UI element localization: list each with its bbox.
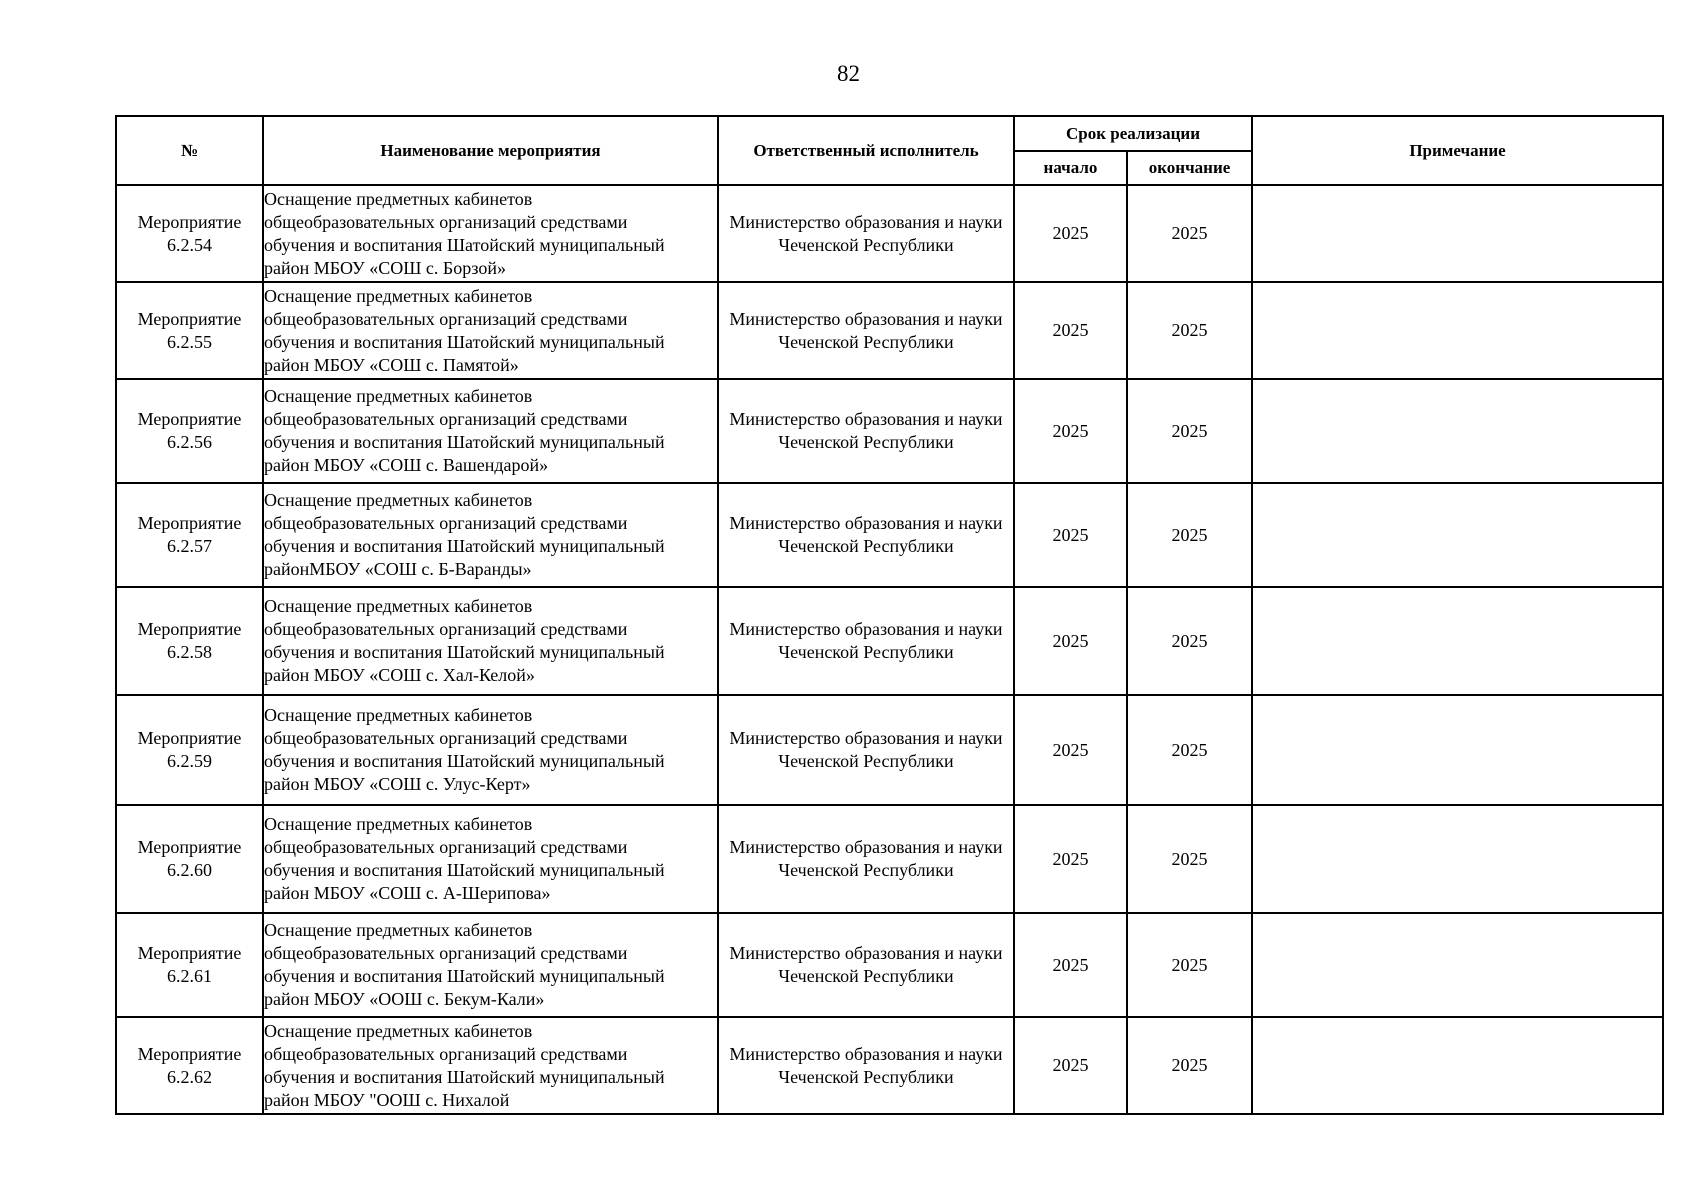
start-year-cell: 2025 <box>1014 805 1127 913</box>
note-cell <box>1252 587 1663 695</box>
note-cell <box>1252 185 1663 282</box>
note-cell <box>1252 805 1663 913</box>
event-name-line: район МБОУ "ООШ с. Нихалой <box>264 1089 510 1110</box>
executor-line: Министерство образования и науки <box>729 211 1003 232</box>
executor-line: Чеченской Республики <box>778 642 954 662</box>
event-label: Мероприятие <box>137 728 242 748</box>
table-row <box>116 913 1663 1017</box>
start-year-cell: 2025 <box>1014 282 1127 379</box>
event-id: 6.2.56 <box>167 432 212 452</box>
table-row <box>116 695 1663 805</box>
header-note: Примечание <box>1252 116 1663 185</box>
event-label: Мероприятие <box>137 1043 242 1064</box>
event-name-line: Оснащение предметных кабинетов <box>264 285 533 306</box>
event-name-line: обучения и воспитания Шатойский муниципальный <box>264 966 665 986</box>
event-name-cell <box>263 1017 718 1114</box>
event-name-cell <box>263 483 718 587</box>
end-year-cell: 2025 <box>1127 282 1252 379</box>
event-name-line: Оснащение предметных кабинетов <box>264 705 533 725</box>
event-number-cell <box>116 1017 263 1114</box>
event-id: 6.2.60 <box>167 860 212 880</box>
event-name-line: обучения и воспитания Шатойский муниципальный <box>264 642 665 662</box>
event-name-cell <box>263 587 718 695</box>
table-row <box>116 282 1663 379</box>
event-name-cell <box>263 805 718 913</box>
end-year-cell: 2025 <box>1127 185 1252 282</box>
executor-cell <box>718 913 1014 1017</box>
event-name-line: район МБОУ «СОШ с. Вашендарой» <box>264 455 549 475</box>
event-name-line: Оснащение предметных кабинетов <box>264 490 533 510</box>
executor-line: Чеченской Республики <box>778 536 954 556</box>
executor-line: Министерство образования и науки <box>729 1043 1003 1064</box>
header-name: Наименование мероприятия <box>263 116 718 185</box>
event-name-line: общеобразовательных организаций средствами <box>264 409 628 429</box>
event-name-cell <box>263 185 718 282</box>
start-year-cell: 2025 <box>1014 379 1127 483</box>
table-body <box>116 185 1663 1114</box>
event-id: 6.2.57 <box>167 536 212 556</box>
executor-cell <box>718 587 1014 695</box>
event-name-line: обучения и воспитания Шатойский муниципальный <box>264 234 665 255</box>
table-row <box>116 805 1663 913</box>
end-year-cell: 2025 <box>1127 1017 1252 1114</box>
event-name-line: район МБОУ «СОШ с. Хал-Келой» <box>264 665 535 685</box>
header-start: начало <box>1014 151 1127 185</box>
event-name-line: общеобразовательных организаций средствами <box>264 1043 628 1064</box>
event-number-cell <box>116 282 263 379</box>
note-cell <box>1252 379 1663 483</box>
event-number-cell <box>116 379 263 483</box>
event-name-line: район МБОУ «СОШ с. Улус-Керт» <box>264 774 531 794</box>
note-cell <box>1252 913 1663 1017</box>
event-name-line: общеобразовательных организаций средствами <box>264 728 628 748</box>
event-name-line: районМБОУ «СОШ с. Б-Варанды» <box>264 559 532 579</box>
table-row <box>116 483 1663 587</box>
event-name-line: Оснащение предметных кабинетов <box>264 814 533 834</box>
event-name-cell <box>263 913 718 1017</box>
event-number-cell <box>116 913 263 1017</box>
end-year-cell: 2025 <box>1127 695 1252 805</box>
event-label: Мероприятие <box>137 837 242 857</box>
event-name-line: Оснащение предметных кабинетов <box>264 596 533 616</box>
event-name-line: Оснащение предметных кабинетов <box>264 188 533 209</box>
start-year-cell: 2025 <box>1014 913 1127 1017</box>
note-cell <box>1252 282 1663 379</box>
events-table <box>115 115 1664 1115</box>
event-name-line: район МБОУ «ООШ с. Бекум-Кали» <box>264 989 545 1009</box>
executor-cell <box>718 185 1014 282</box>
event-name-cell <box>263 379 718 483</box>
event-name-line: Оснащение предметных кабинетов <box>264 920 533 940</box>
event-label: Мероприятие <box>137 409 242 429</box>
start-year-cell: 2025 <box>1014 185 1127 282</box>
event-number-cell <box>116 695 263 805</box>
table-header <box>116 116 1663 185</box>
end-year-cell: 2025 <box>1127 379 1252 483</box>
executor-line: Чеченской Республики <box>778 234 954 255</box>
end-year-cell: 2025 <box>1127 913 1252 1017</box>
page-number: 82 <box>837 61 860 86</box>
header-number: № <box>116 116 263 185</box>
executor-line: Министерство образования и науки <box>729 409 1003 429</box>
event-label: Мероприятие <box>137 211 242 232</box>
start-year-cell: 2025 <box>1014 483 1127 587</box>
start-year-cell: 2025 <box>1014 1017 1127 1114</box>
start-year-cell: 2025 <box>1014 587 1127 695</box>
event-name-line: обучения и воспитания Шатойский муниципальный <box>264 331 665 352</box>
executor-line: Министерство образования и науки <box>729 728 1003 748</box>
table-row <box>116 379 1663 483</box>
note-cell <box>1252 695 1663 805</box>
executor-cell <box>718 1017 1014 1114</box>
event-name-line: обучения и воспитания Шатойский муниципальный <box>264 1066 665 1087</box>
header-end: окончание <box>1127 151 1252 185</box>
table-row <box>116 1017 1663 1114</box>
event-name-cell <box>263 695 718 805</box>
executor-line: Чеченской Республики <box>778 966 954 986</box>
executor-line: Министерство образования и науки <box>729 619 1003 639</box>
event-number-cell <box>116 483 263 587</box>
event-id: 6.2.54 <box>167 234 212 255</box>
event-id: 6.2.58 <box>167 642 212 662</box>
executor-line: Чеченской Республики <box>778 432 954 452</box>
executor-line: Министерство образования и науки <box>729 943 1003 963</box>
executor-cell <box>718 483 1014 587</box>
executor-line: Чеченской Республики <box>778 331 954 352</box>
executor-line: Чеченской Республики <box>778 1066 954 1087</box>
start-year-cell: 2025 <box>1014 695 1127 805</box>
table-row <box>116 185 1663 282</box>
header-row-top <box>116 116 1663 151</box>
event-name-line: общеобразовательных организаций средствами <box>264 513 628 533</box>
event-name-line: район МБОУ «СОШ с. Борзой» <box>264 257 507 278</box>
header-executor: Ответственный исполнитель <box>718 116 1014 185</box>
event-name-line: Оснащение предметных кабинетов <box>264 1020 533 1041</box>
event-name-line: общеобразовательных организаций средствами <box>264 308 628 329</box>
event-name-line: общеобразовательных организаций средствами <box>264 837 628 857</box>
event-name-line: район МБОУ «СОШ с. А-Шерипова» <box>264 883 551 903</box>
event-id: 6.2.55 <box>167 331 212 352</box>
executor-line: Министерство образования и науки <box>729 513 1003 533</box>
event-label: Мероприятие <box>137 619 242 639</box>
event-name-line: обучения и воспитания Шатойский муниципальный <box>264 751 665 771</box>
executor-cell <box>718 805 1014 913</box>
event-label: Мероприятие <box>137 513 242 533</box>
event-number-cell <box>116 805 263 913</box>
note-cell <box>1252 1017 1663 1114</box>
executor-cell <box>718 282 1014 379</box>
event-label: Мероприятие <box>137 308 242 329</box>
note-cell <box>1252 483 1663 587</box>
executor-line: Министерство образования и науки <box>729 837 1003 857</box>
event-name-line: обучения и воспитания Шатойский муниципальный <box>264 432 665 452</box>
executor-line: Чеченской Республики <box>778 860 954 880</box>
event-name-line: общеобразовательных организаций средствами <box>264 211 628 232</box>
table-row <box>116 587 1663 695</box>
end-year-cell: 2025 <box>1127 483 1252 587</box>
executor-line: Министерство образования и науки <box>729 308 1003 329</box>
end-year-cell: 2025 <box>1127 805 1252 913</box>
event-id: 6.2.61 <box>167 966 212 986</box>
event-name-line: Оснащение предметных кабинетов <box>264 386 533 406</box>
event-number-cell <box>116 587 263 695</box>
event-label: Мероприятие <box>137 943 242 963</box>
event-id: 6.2.59 <box>167 751 212 771</box>
event-name-line: обучения и воспитания Шатойский муниципальный <box>264 536 665 556</box>
event-id: 6.2.62 <box>167 1066 212 1087</box>
executor-line: Чеченской Республики <box>778 751 954 771</box>
event-name-line: общеобразовательных организаций средствами <box>264 943 628 963</box>
executor-cell <box>718 695 1014 805</box>
event-name-line: общеобразовательных организаций средствами <box>264 619 628 639</box>
end-year-cell: 2025 <box>1127 587 1252 695</box>
event-name-cell <box>263 282 718 379</box>
event-name-line: обучения и воспитания Шатойский муниципальный <box>264 860 665 880</box>
header-period: Срок реализации <box>1014 116 1252 151</box>
event-name-line: район МБОУ «СОШ с. Памятой» <box>264 354 519 375</box>
executor-cell <box>718 379 1014 483</box>
event-number-cell <box>116 185 263 282</box>
